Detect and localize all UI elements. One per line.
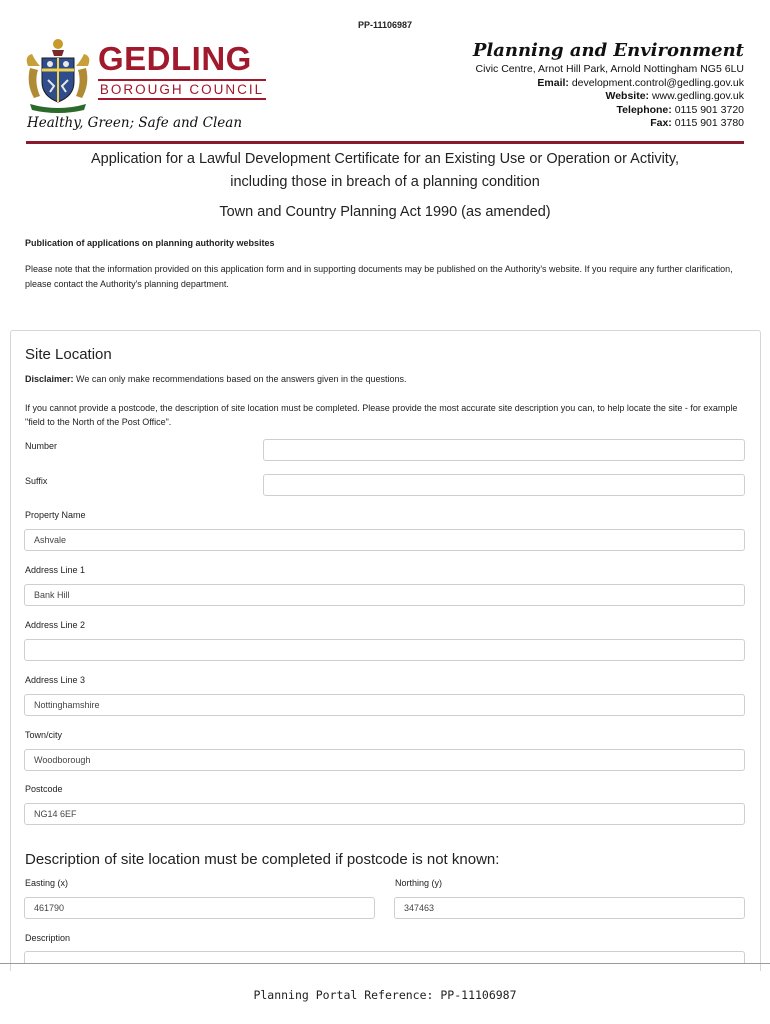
- email-link[interactable]: development.control@gedling.gov.uk: [571, 76, 744, 89]
- title-line-1: Application for a Lawful Development Certificate for an Existing Use or Operation or Activity,: [90, 151, 680, 167]
- website-label: Website:: [605, 90, 650, 102]
- postcode-field[interactable]: NG14 6EF: [24, 803, 745, 825]
- easting-label: Easting (x): [25, 878, 69, 888]
- reference-number-top: PP-11106987: [357, 20, 413, 30]
- site-description-heading: Description of site location must be completed if postcode is not known:: [25, 851, 500, 868]
- footer-reference: Planning Portal Reference: PP-11106987: [253, 988, 517, 1002]
- northing-field[interactable]: 347463: [394, 897, 745, 919]
- number-field[interactable]: [263, 439, 745, 461]
- contact-block: [476, 63, 744, 131]
- telephone-label: Telephone:: [616, 103, 672, 116]
- council-name: GEDLING: [98, 40, 252, 77]
- address-line-3-field[interactable]: Nottinghamshire: [24, 694, 745, 716]
- suffix-field[interactable]: [263, 474, 745, 496]
- suffix-label: Suffix: [25, 476, 48, 486]
- department-title: Planning and Environment: [472, 40, 744, 61]
- postcode-label: Postcode: [25, 784, 63, 794]
- email-label: Email:: [537, 76, 569, 89]
- address-line-1-label: Address Line 1: [25, 565, 86, 575]
- website-line: [476, 90, 744, 104]
- fax-label: Fax:: [650, 117, 672, 129]
- publication-heading: Publication of applications on planning authority websites: [25, 238, 275, 248]
- description-label: Description: [25, 933, 71, 943]
- council-subtitle: BOROUGH COUNCIL: [98, 79, 266, 100]
- address-line-2-field[interactable]: [24, 639, 745, 661]
- address-line-3-label: Address Line 3: [25, 675, 86, 685]
- title-line-2: including those in breach of a planning condition: [230, 174, 540, 190]
- northing-label: Northing (y): [395, 878, 443, 888]
- address-line-2-label: Address Line 2: [25, 620, 86, 630]
- address-line-1-field[interactable]: Bank Hill: [24, 584, 745, 606]
- fax-value: 0115 901 3780: [674, 117, 744, 129]
- town-label: Town/city: [25, 730, 63, 740]
- website-link[interactable]: www.gedling.gov.uk: [651, 90, 744, 102]
- property-name-label: Property Name: [25, 510, 86, 520]
- email-line: [476, 77, 744, 91]
- number-label: Number: [25, 441, 58, 451]
- disclaimer: [25, 374, 407, 384]
- publication-notice: Please note that the information provided on this application form and in supporting documents may be published on the Authority's website. If you require any further clarification, please contact the Authority's planning department.: [25, 264, 733, 289]
- document-title: [20, 148, 750, 194]
- legislation-title: Town and Country Planning Act 1990 (as amended): [219, 204, 551, 220]
- disclaimer-label: Disclaimer:: [25, 374, 74, 384]
- council-tagline: Healthy, Green; Safe and Clean: [27, 115, 243, 131]
- property-name-field[interactable]: Ashvale: [24, 529, 745, 551]
- easting-field[interactable]: 461790: [24, 897, 375, 919]
- header-divider: [26, 141, 744, 144]
- fax-line: [476, 117, 744, 131]
- telephone-value: 0115 901 3720: [674, 103, 744, 116]
- town-field[interactable]: Woodborough: [24, 749, 745, 771]
- council-address: Civic Centre, Arnot Hill Park, Arnold Nottingham NG5 6LU: [475, 63, 744, 75]
- telephone-line: [476, 104, 744, 118]
- disclaimer-text: We can only make recommendations based on the answers given in the questions.: [73, 374, 407, 384]
- footer-divider: [0, 963, 770, 964]
- site-location-title: Site Location: [25, 346, 112, 363]
- postcode-note: If you cannot provide a postcode, the description of site location must be completed. Please provide the most accurate site description you can, to help locate the site - for example "field to the North of the Post Office".: [25, 403, 738, 427]
- council-crest-logo: [22, 36, 94, 114]
